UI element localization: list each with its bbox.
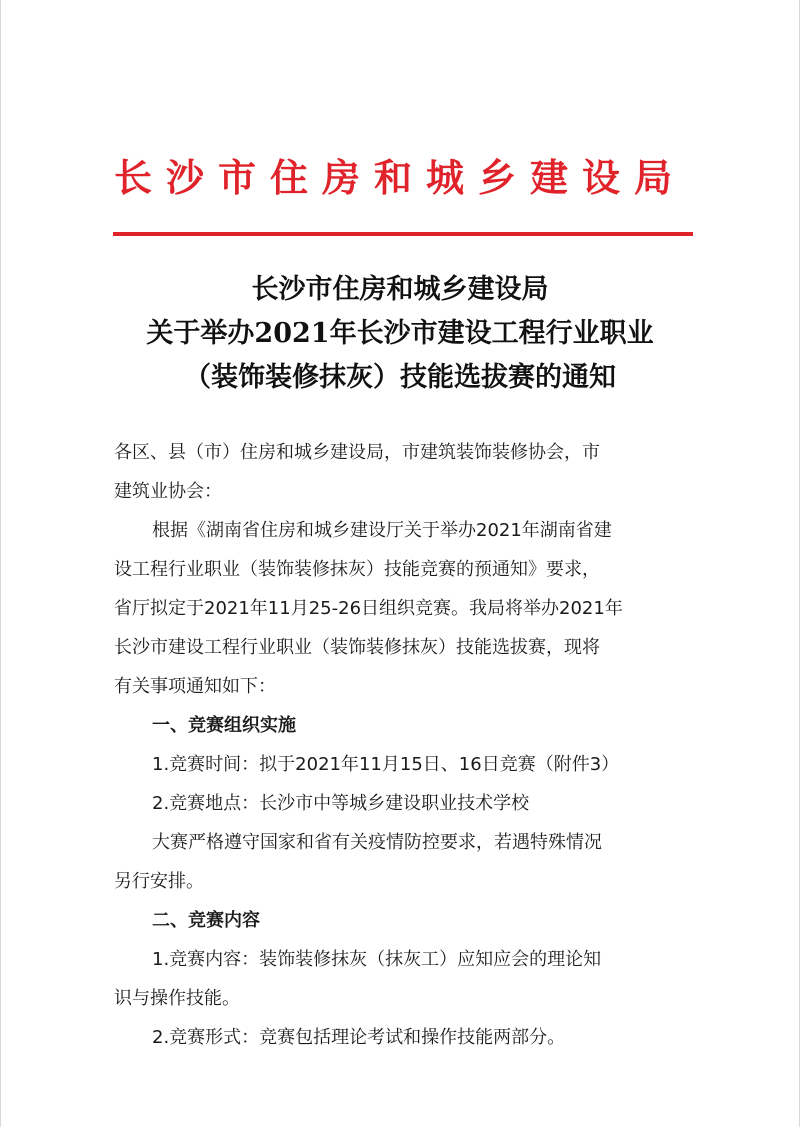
- section-1-heading: 一、竞赛组织实施: [152, 715, 296, 736]
- section-1-note-line-1: 大赛严格遵守国家和省有关疫情防控要求，若遇特殊情况: [152, 832, 602, 853]
- title-line-2: 关于举办2021年长沙市建设工程行业职业: [146, 318, 654, 349]
- document-title: [61, 268, 739, 400]
- section-1-note-line-2: 另行安排。: [114, 871, 204, 892]
- section-2-heading: 二、竞赛内容: [152, 910, 260, 931]
- letterhead-divider: [113, 232, 693, 236]
- recipients-line-2: 建筑业协会：: [114, 481, 222, 502]
- paragraph-1-line-4: 长沙市建设工程行业职业（装饰装修抹灰）技能选拔赛，现将: [114, 637, 600, 658]
- section-2-item-1-line-2: 识与操作技能。: [114, 988, 240, 1009]
- title-line-1: 长沙市住房和城乡建设局: [251, 274, 549, 305]
- section-2-item-2: 2.竞赛形式：竞赛包括理论考试和操作技能两部分。: [152, 1027, 566, 1048]
- paragraph-1-line-1: 根据《湖南省住房和城乡建设厅关于举办2021年湖南省建: [152, 520, 612, 541]
- paragraph-1-line-2: 设工程行业职业（装饰装修抹灰）技能竞赛的预通知》要求，: [114, 559, 600, 580]
- paragraph-1-line-3: 省厅拟定于2021年11月25-26日组织竞赛。我局将举办2021年: [114, 598, 623, 619]
- section-2-item-1-line-1: 1.竞赛内容：装饰装修抹灰（抹灰工）应知应会的理论知: [152, 949, 602, 970]
- title-line-3: （装饰装修抹灰）技能选拔赛的通知: [184, 362, 616, 393]
- agency-letterhead: 长沙市住房和城乡建设局: [113, 155, 686, 200]
- section-1-item-1: 1.竞赛时间：拟于2021年11月15日、16日竞赛（附件3）: [152, 754, 620, 775]
- document-body: [114, 433, 690, 1057]
- recipients-line-1: 各区、县（市）住房和城乡建设局，市建筑装饰装修协会，市: [114, 442, 600, 463]
- section-1-item-2: 2.竞赛地点：长沙市中等城乡建设职业技术学校: [152, 793, 530, 814]
- paragraph-1-line-5: 有关事项通知如下：: [114, 676, 276, 697]
